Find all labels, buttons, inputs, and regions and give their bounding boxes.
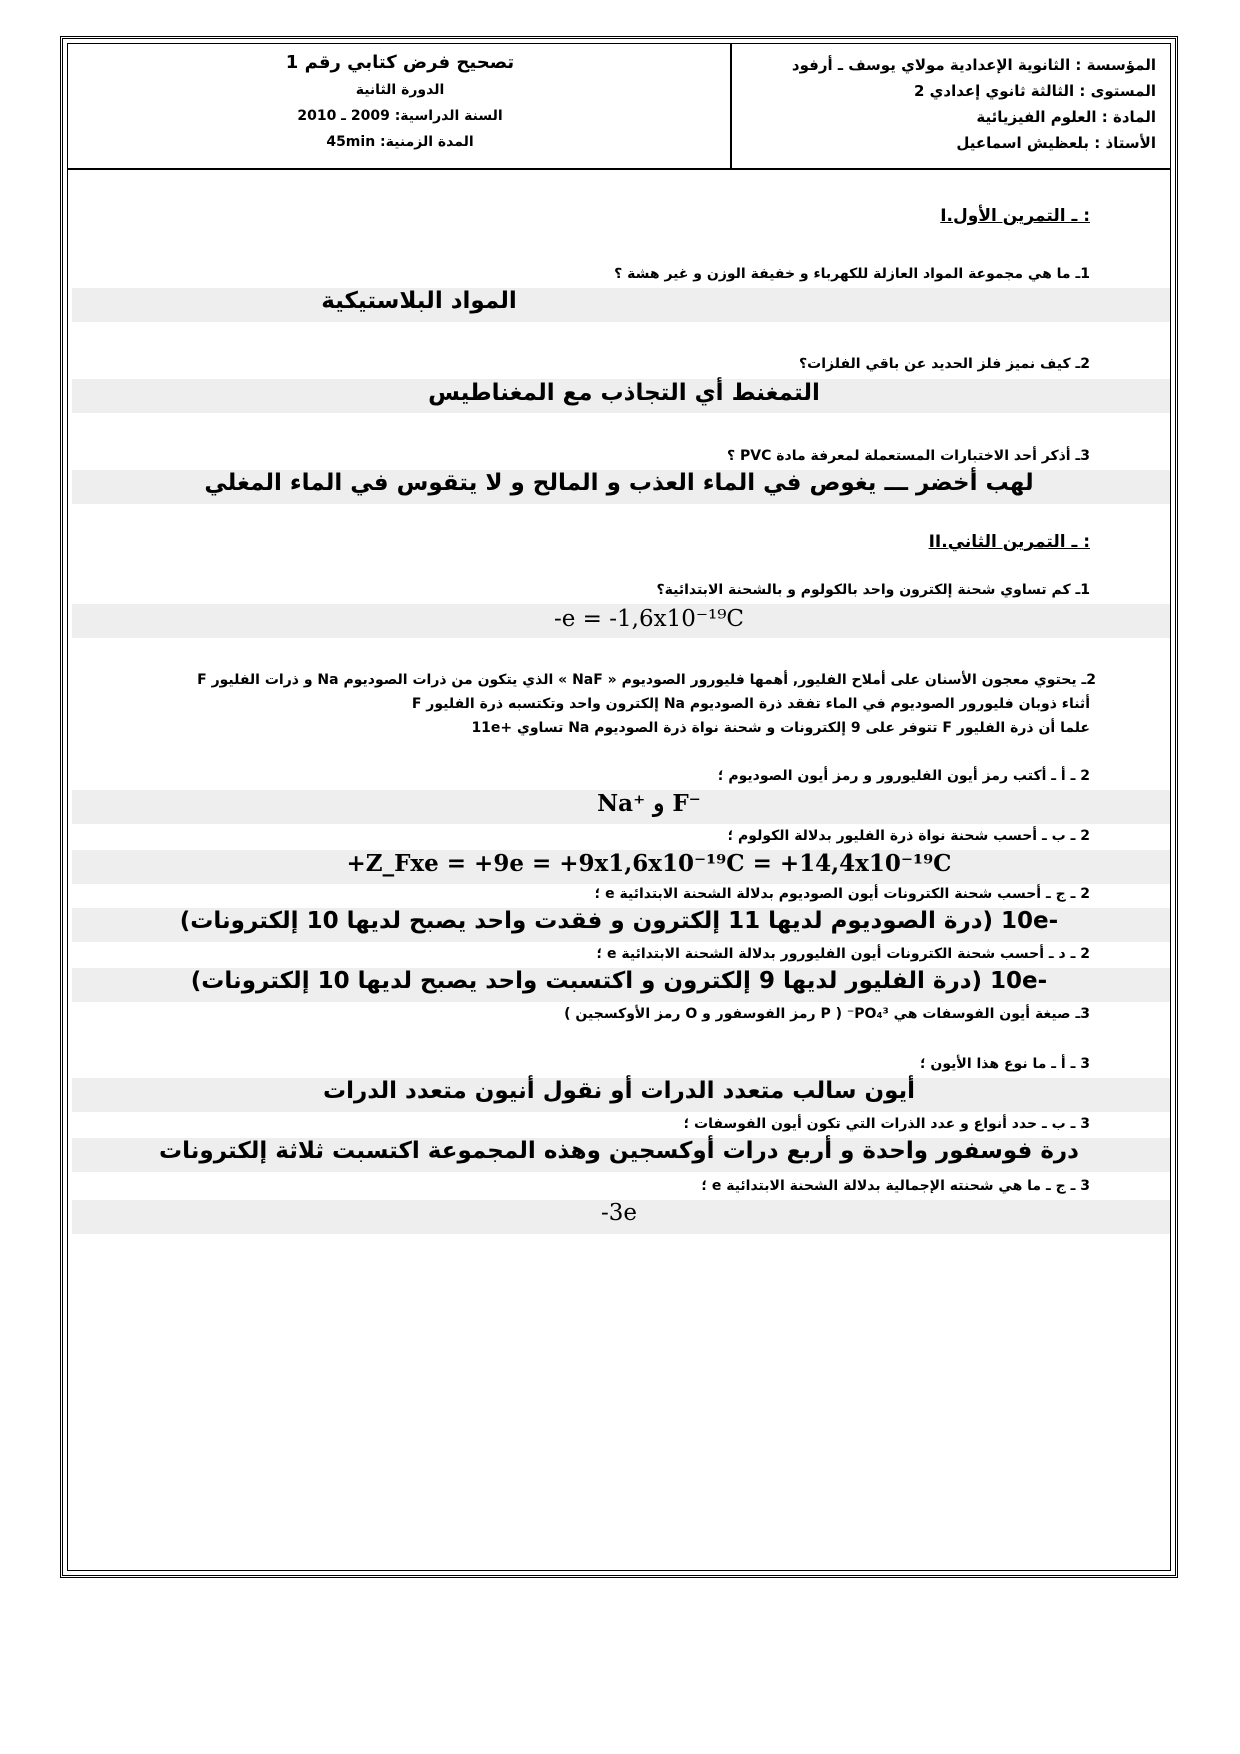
- header-school-info: [730, 44, 1170, 168]
- ex1-question-1: 1ـ ما هي مجموعة المواد العازلة للكهرباء و خفيفة الوزن و غير هشة ؟: [614, 266, 1090, 282]
- ex2-question-3c: 3 ـ ج ـ ما هي شحنته الإجمالية بدلالة الشحنة الابتدائية e ؛: [701, 1178, 1090, 1194]
- ex2-question-3b: 3 ـ ب ـ حدد أنواع و عدد الذرات التي تكون أيون الفوسفات ؛: [683, 1116, 1090, 1132]
- subject-name: المادة : العلوم الفيزيائية: [976, 108, 1156, 126]
- ex2-question-1: 1ـ كم تساوي شحنة إلكترون واحد بالكولوم و بالشحنة الابتدائية؟: [656, 582, 1090, 598]
- ex1-answer-2: التمغنط أي التجاذب مع المغناطيس: [428, 380, 820, 406]
- ex1-answer-1: المواد البلاستيكية: [321, 288, 517, 314]
- institution-name: المؤسسة : الثانوية الإعدادية مولاي يوسف ـ أرفود: [791, 56, 1156, 74]
- ex1-question-2: 2ـ كيف نميز فلز الحديد عن باقي الفلزات؟: [799, 356, 1090, 372]
- page-frame: [60, 36, 1178, 1578]
- ex2-question-2c: 2 ـ ج ـ أحسب شحنة الكترونات أيون الصوديوم بدلالة الشحنة الابتدائية e ؛: [594, 886, 1090, 902]
- school-year: السنة الدراسية: 2009 ـ 2010: [297, 108, 503, 124]
- document-header: [68, 44, 1170, 170]
- header-exam-info: [68, 44, 732, 168]
- ex1-question-3: 3ـ أذكر أحد الاختبارات المستعملة لمعرفة مادة PVC ؟: [727, 448, 1090, 464]
- exam-title: تصحيح فرض كتابي رقم 1: [285, 52, 515, 73]
- ex2-answer-2d: -10e (درة الفليور لديها 9 إلكترون و اكتسبت واحد يصبح لديها 10 إلكترونات): [190, 968, 1048, 994]
- ex2-question-2b: 2 ـ ب ـ أحسب شحنة نواة ذرة الفليور بدلالة الكولوم ؛: [727, 828, 1090, 844]
- exercise-1-title: I.ـ التمرين الأول :: [940, 206, 1090, 226]
- class-level: المستوى : الثالثة ثانوي إعدادي 2: [914, 82, 1156, 100]
- ex2-question-3-intro: 3ـ صيغة أيون الفوسفات هي PO₄³⁻ ( P رمز الفوسفور و O رمز الأوكسجين ): [564, 1006, 1090, 1022]
- ex2-question-2a: 2 ـ أ ـ أكتب رمز أيون الفليورور و رمز أيون الصوديوم ؛: [717, 768, 1090, 784]
- ex2-intro-line-2: أثناء ذوبان فليورور الصوديوم في الماء تفقد ذرة الصوديوم Na إلكترون واحد وتكتسبه ذرة الفليور F: [411, 696, 1090, 712]
- ex2-answer-3b: درة فوسفور واحدة و أربع درات أوكسجين وهذه المجموعة اكتسبت ثلاثة إلكترونات: [159, 1138, 1079, 1164]
- ex2-intro-line-1: 2ـ يحتوي معجون الأسنان على أملاح الفليور, أهمها فليورور الصوديوم « NaF » الذي يتكون من ذرات الصوديوم Na و ذرات الفليور F: [197, 672, 1096, 688]
- ex2-answer-1: -e = -1,6x10⁻¹⁹C: [553, 606, 745, 632]
- teacher-name: الأستاذ : بلعظيش اسماعيل: [956, 134, 1156, 152]
- ex2-answer-2a: Na⁺ و F⁻: [597, 790, 701, 817]
- ex2-answer-2c: -10e (درة الصوديوم لديها 11 إلكترون و فقدت واحد يصبح لديها 10 إلكترونات): [179, 908, 1059, 934]
- ex2-answer-3c: -3e: [600, 1200, 638, 1226]
- exercise-2-title: II.ـ التمرين الثاني :: [928, 532, 1090, 552]
- ex2-question-2d: 2 ـ د ـ أحسب شحنة الكترونات أيون الفليورور بدلالة الشحنة الابتدائية e ؛: [596, 946, 1090, 962]
- ex2-intro-line-3: علما أن ذرة الفليور F تتوفر على 9 إلكترونات و شحنة نواة ذرة الصوديوم Na تساوي +11e: [471, 720, 1090, 736]
- exam-session: الدورة الثانية: [355, 82, 445, 98]
- ex2-answer-2b: +Z_Fxe = +9e = +9x1,6x10⁻¹⁹C = +14,4x10⁻¹⁹C: [346, 850, 952, 877]
- page-inner-border: [67, 43, 1171, 1571]
- exam-duration: المدة الزمنية: 45min: [326, 134, 474, 150]
- ex1-answer-3: لهب أخضر ـــ يغوص في الماء العذب و المالح و لا يتقوس في الماء المغلي: [204, 470, 1034, 496]
- ex2-question-3a: 3 ـ أ ـ ما نوع هذا الأيون ؛: [919, 1056, 1090, 1072]
- ex2-answer-3a: أيون سالب متعدد الدرات أو نقول أنيون متعدد الدرات: [322, 1078, 916, 1104]
